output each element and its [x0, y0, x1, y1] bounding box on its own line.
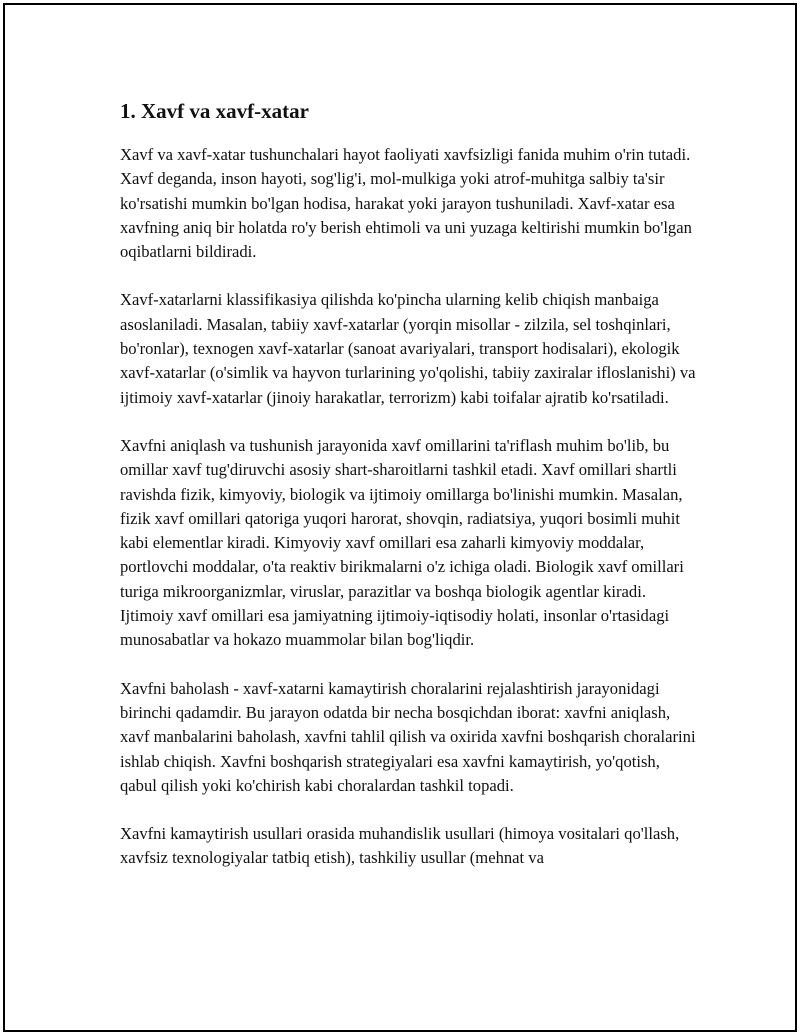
document-body [120, 93, 700, 895]
paragraph-classification: Xavf-xatarlarni klassifikasiya qilishda ko'pincha ularning kelib chiqish manbaiga asoslaniladi. Masalan, tabiiy xavf-xatarlar (yorqin misollar - zilzila, sel toshqinlari, bo'ronlar), texnogen xavf-xatarlar (sanoat avariyalari, transport hodisalari), ekologik xavf-xatarlar (o'simlik va hayvon turlarining yo'qolishi, tabiiy zaxiralar ifloslanishi) va ijtimoiy xavf-xatarlar (jinoiy harakatlar, terrorizm) kabi toifalar ajratib ko'rsatiladi. [120, 290, 696, 407]
paragraph-risk-reduction: Xavfni kamaytirish usullari orasida muhandislik usullari (himoya vositalari qo'llash, xavfsiz texnologiyalar tatbiq etish), tashkiliy usullar (mehnat va [120, 824, 680, 868]
section-heading: 1. Xavf va xavf-xatar [120, 99, 309, 123]
document-page [3, 3, 797, 1032]
paragraph-risk-assessment: Xavfni baholash - xavf-xatarni kamaytirish choralarini rejalashtirish jarayonidagi birinchi qadamdir. Bu jarayon odatda bir necha bosqichdan iborat: xavfni aniqlash, xavf manbalarini baholash, xavfni tahlil qilish va oxirida xavfni boshqarish choralarini ishlab chiqish. Xavfni boshqarish strategiyalari esa xavfni kamaytirish, yo'qotish, qabul qilish yoki ko'chirish kabi choralardan tashkil topadi. [120, 678, 696, 795]
paragraph-risk-factors: Xavfni aniqlash va tushunish jarayonida xavf omillarini ta'riflash muhim bo'lib, bu omillar xavf tug'diruvchi asosiy shart-sharoitlarni tashkil etadi. Xavf omillari shartli ravishda fizik, kimyoviy, biologik va ijtimoiy omillarga bo'linishi mumkin. Masalan, fizik xavf omillari qatoriga yuqori harorat, shovqin, radiatsiya, yuqori bosimli muhit kabi elementlar kiradi. Kimyoviy xavf omillari esa zaharli kimyoviy moddalar, portlovchi moddalar, o'ta reaktiv birikmalarni o'z ichiga oladi. Biologik xavf omillari turiga mikroorganizmlar, viruslar, parazitlar va boshqa biologik agentlar kiradi. Ijtimoiy xavf omillari esa jamiyatning ijtimoiy-iqtisodiy holati, insonlar o'rtasidagi munosabatlar va hokazo muammolar bilan bog'liqdir. [120, 435, 684, 650]
paragraph-definition: Xavf va xavf-xatar tushunchalari hayot faoliyati xavfsizligi fanida muhim o'rin tutadi. Xavf deganda, inson hayoti, sog'lig'i, mol-mulkiga yoki atrof-muhitga salbiy ta'sir ko'rsatishi mumkin bo'lgan hodisa, harakat yoki jarayon tushuniladi. Xavf-xatar esa xavfning aniq bir holatda ro'y berish ehtimoli va uni yuzaga keltirishi mumkin bo'lgan oqibatlarni bildiradi. [120, 145, 692, 262]
